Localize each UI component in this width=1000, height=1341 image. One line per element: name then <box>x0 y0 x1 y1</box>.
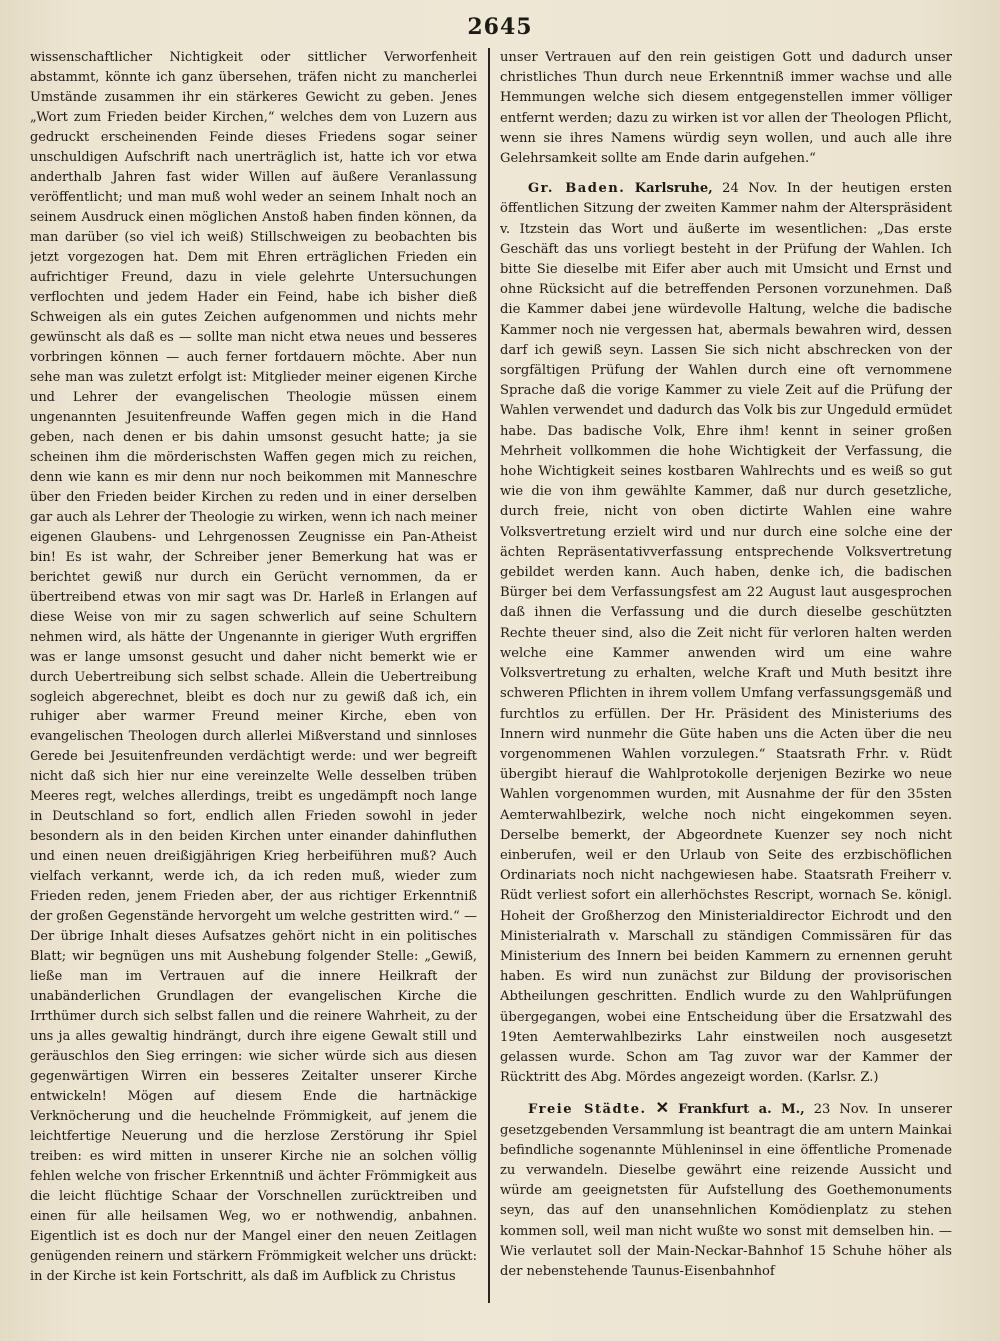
article-date: 23 Nov. <box>813 1102 869 1118</box>
article-place: Frankfurt a. M., <box>678 1102 805 1118</box>
article-text: In unserer gesetzgebenden Versammlung ist beantragt die am untern Mainkai befindliche sogenannte Mühleninsel in eine öffentliche Promenade zu verwandeln. Dieselbe gewährt eine reizende Aussicht und würde am geeignetsten für Aufstellung des Goethemonuments seyn, das auf den unansehnlichen Komödienplatz zu stehen kommen soll, weil man nicht wußte wo sonst mit demselben hin. — Wie verlautet soll der Main-Neckar-Bahnhof 15 Schuhe höher als der nebenstehende Taunus-Eisenbahnhof <box>500 1102 952 1279</box>
right-column <box>500 48 952 1313</box>
left-column-text: wissenschaftlicher Nichtigkeit oder sittlicher Verworfenheit abstammt, könnte ich ganz übersehen, träfen nicht zu mancherlei Umstände zusammen ihr ein stärkeres Gewicht zu geben. Jenes „Wort zum Frieden beider Kirchen,“ welches dem von Luzern aus gedruckt erscheinenden Feinde dieses Friedens sogar seiner unschuldigen Aufschrift nach unerträglich ist, hatte ich vor etwa anderthalb Jahren fast wider Willen auf äußere Veranlassung veröffentlicht; und man muß wohl weder an seinem Inhalt noch an seinem Ausdruck einen möglichen Anstoß haben finden können, da man darüber (so viel ich weiß) Stillschweigen zu beobachten bis jetzt vorgezogen hat. Dem mit Ehren erträglichen Frieden ein aufrichtiger Freund, dazu in viele gelehrte Untersuchungen verflochten und jedem Hader ein Feind, habe ich bisher dieß Schweigen als ein gutes Zeichen aufgenommen und nichts mehr gewünscht als daß es — sollte man nicht etwa neues und besseres vorbringen können — auch ferner fortdauern möchte. Aber nun sehe man was zuletzt erfolgt ist: Mitglieder meiner eigenen Kirche und Lehrer der evangelischen Theologie müssen einem ungenannten Jesuitenfreunde Waffen gegen mich in die Hand geben, nach denen er bis dahin umsonst gesucht hatte; ja sie scheinen ihm die mörderischsten Waffen gegen mich zu reichen, denn wie kann es mir denn nur noch beikommen mit Manneschre über den Frieden beider Kirchen zu reden und in einer derselben gar auch als Lehrer der Theologie zu wirken, wenn ich nach meiner eigenen Glaubens- und Lehrgenossen Zeugnisse ein Pan-Atheist bin! Es ist wahr, der Schreiber jener Bemerkung hat was er berichtet gewiß nur durch ein Gerücht vernommen, da er übertreibend etwas von mir sagt was Dr. Harleß in Erlangen auf diese Weise von mir zu sagen schwerlich auf seine Schultern nehmen wird, als hätte der Ungenannte in gieriger Wuth ergriffen was er lange umsonst gesucht und daher nicht bemerkt wie er durch Uebertreibung sich selbst schade. Allein die Uebertreibung sogleich abgerechnet, bleibt es doch nur zu gewiß daß ich, ein ruhiger aber warmer Freund meiner Kirche, eben von evangelischen Theologen durch allerlei Mißverstand und sinnloses Gerede bei Jesuitenfreunden verdächtigt werde: und wer begreift nicht daß sich hier nur eine vereinzelte Welle desselben trüben Meeres regt, welches allerdings, treibt es ungedämpft noch lange in Deutschland so fort, endlich allen Frieden sowohl in jeder besondern als in den beiden Kirchen unter einander dahinfluthen und einen neuen dreißigjährigen Krieg herbeiführen muß? Auch vielfach verkannt, werde ich, da ich reden muß, wieder zum Frieden reden, jenem Frieden aber, der aus richtiger Erkenntniß der großen Gegenstände hervorgeht um welche gestritten wird.“ — Der übrige Inhalt dieses Aufsatzes gehört nicht in ein politisches Blatt; wir begnügen uns mit Aushebung folgender Stelle: „Gewiß, ließe man im Vertrauen auf die innere Heilkraft der unabänderlichen Grundlagen der evangelischen Kirche die Irrthümer durch sich selbst fallen und die reinere Wahrheit, zu der uns ja alles gewaltig hindrängt, durch ihre eigene Gewalt still und geräuschlos den Sieg erringen: wie sicher würde sich aus diesen gegenwärtigen Wirren ein besseres Zeitalter unserer Kirche entwickeln! Mögen auf diesem Ende die hartnäckige Verknöcherung und die heuchelnde Frömmigkeit, auf jenem die leichtfertige Neuerung und die herzlose Zerstörung ihr Spiel treiben: es wird mitten in unserer Kirche nie an solchen völlig fehlen welche von frischer Erkenntniß und ächter Frömmigkeit aus die leicht flüchtige Schaar der Vorschnellen zurücktreiben und einen für alle heilsamen Weg, wo er nothwendig, anbahnen. Eigentlich ist es doch nur der Mangel einer den neuen Zeitlagen genügenden reinern und stärkern Frömmigkeit welcher uns drückt: in der Kirche ist kein Fortschritt, als daß im Aufblick zu Christus <box>30 50 477 1285</box>
article-baden <box>500 179 952 1088</box>
article-place: Karlsruhe, <box>634 181 713 197</box>
article-region: Gr. Baden. <box>528 181 626 197</box>
column-divider <box>488 48 490 1303</box>
cross-mark-icon: ✕ <box>655 1098 670 1118</box>
article-frankfurt <box>500 1098 952 1282</box>
article-text: In der heutigen ersten öffentlichen Sitzung der zweiten Kammer nahm der Alterspräsident v. Itzstein das Wort und äußerte im wesentlichen: „Das erste Geschäft das uns vorliegt besteht in der Prüfung der Wahlen. Ich bitte Sie dieselbe mit Eifer aber auch mit Umsicht und Ernst und ohne Rücksicht auf die betreffenden Personen vorzunehmen. Daß die Kammer dabei jene würdevolle Haltung, welche die badische Kammer noch nie vergessen hat, abermals bewahren wird, dessen darf ich gewiß seyn. Lassen Sie sich nicht abschrecken von der sorgfältigen Prüfung der Wahlen durch eine oft vernommene Sprache daß die vorige Kammer zu viele Zeit auf die Prüfung der Wahlen verwendet und dadurch das Volk bis zur Ungeduld ermüdet habe. Das badische Volk, Ehre ihm! kennt in seiner großen Mehrheit vollkommen die hohe Wichtigkeit der Verfassung, die hohe Wichtigkeit seines kostbaren Wahlrechts und es weiß so gut wie die von ihm gewählte Kammer, daß nur durch gesetzliche, durch freie, nicht von oben dictirte Wahlen eine wahre Volksvertretung erzielt wird und nur durch eine solche eine der ächten Repräsentativverfassung entsprechende Volksvertretung gebildet werden kann. Auch haben, denke ich, die badischen Bürger bei dem Verfassungsfest am 22 August laut ausgesprochen daß ihnen die Verfassung und die durch dieselbe geschützten Rechte theuer sind, also die Zeit nicht für verloren halten werden welche eine Kammer anwenden wird um eine wahre Volksvertretung zu erhalten, welche Kraft und Muth besitzt ihre schweren Pflichten in ihrem vollem Umfang verfassungsgemäß und furchtlos zu erfüllen. Der Hr. Präsident des Ministeriums des Innern wird nunmehr die Güte haben uns die Acten über die neu vorgenommenen Wahlen vorzulegen.“ Staatsrath Frhr. v. Rüdt übergibt hierauf die Wahlprotokolle derjenigen Bezirke wo neue Wahlen vorgenommen wurden, mit Ausnahme der für den 35sten Aemterwahlbezirk, welche noch nicht eingekommen seyen. Derselbe bemerkt, der Abgeordnete Kuenzer sey noch nicht einberufen, weil er den Urlaub von Seite des erzbischöflichen Ordinariats noch nicht nachgewiesen habe. Staatsrath Freiherr v. Rüdt verliest sofort ein allerhöchstes Rescript, wornach Se. königl. Hoheit der Großherzog den Ministerialdirector Eichrodt und den Ministerialrath v. Marschall zu ständigen Commissären für das Ministerium des Innern bei beiden Kammern zu ernennen geruht haben. Es wird nun zunächst zur Bildung der provisorischen Abtheilungen geschritten. Endlich wurde zu den Wahlprüfungen übergegangen, wobei eine Entscheidung über die Ersatzwahl des 19ten Aemterwahlbezirks Lahr einstweilen noch ausgesetzt gelassen wurde. Schon am Tag zuvor war der Kammer der Rücktritt des Abg. Mördes angezeigt worden. <box>500 181 952 1086</box>
page-number: 2645 <box>467 14 533 40</box>
article-date: 24 Nov. <box>722 181 778 197</box>
article-source: (Karlsr. Z.) <box>807 1070 879 1086</box>
article-region: Freie Städte. <box>528 1102 647 1118</box>
left-column <box>30 48 477 1313</box>
continued-quote: unser Vertrauen auf den rein geistigen Gott und dadurch unser christliches Thun durch neue Erkenntniß immer wachse und alle Hemmungen welche sich diesem entgegenstellen immer völliger entfernt werden; dazu zu wirken ist vor allen der Theologen Pflicht, wenn sie ihres Namens würdig seyn wollen, und auch alle ihre Gelehrsamkeit sollte am Ende darin aufgehen.“ <box>500 50 952 167</box>
